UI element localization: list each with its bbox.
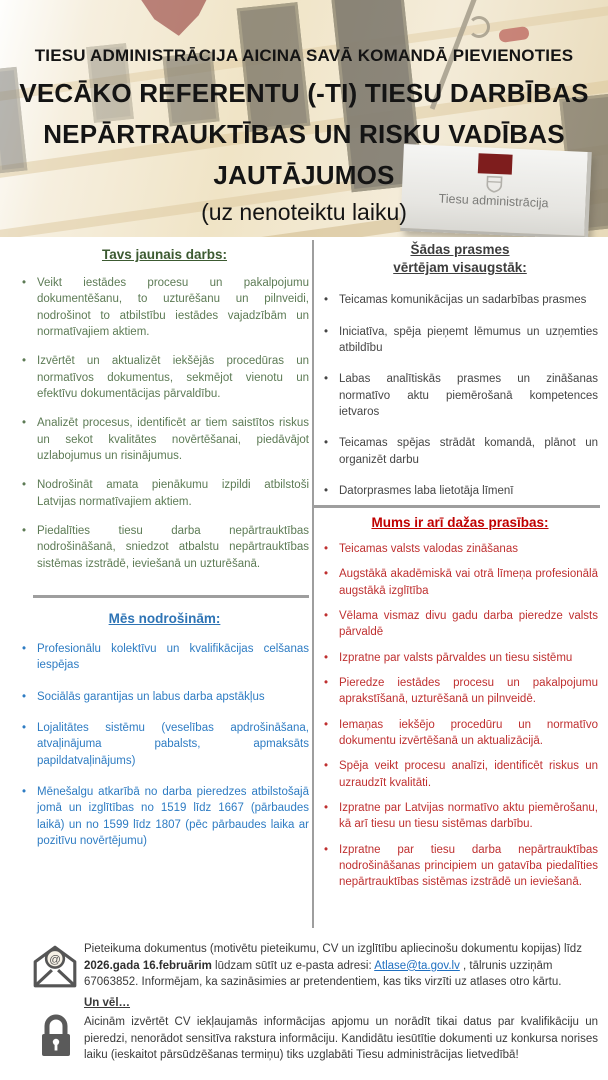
list-item-text: Teicamas valsts valodas zināšanas <box>339 543 518 555</box>
list-item-text: Labas analītiskās prasmes un zināšanas normatīvo aktu piemērošanā kompetences ietvaros <box>339 373 598 419</box>
section-heading: Mēs nodrošinām: <box>108 611 221 626</box>
bullet-icon: • <box>22 524 27 537</box>
padlock-icon <box>36 1012 76 1064</box>
bullet-list <box>20 641 309 849</box>
list-item-text: Datorprasmes laba lietotāja līmenī <box>339 485 514 498</box>
section-valued-skills <box>322 241 598 514</box>
list-item-text: Veikt iestādes procesu un pakalpojumu dokumentēšanu, to uzturēšanu un pilnveidi, nodrošinot to atbilstību iestādes vajadzībām un normatīvajiem aktiem. <box>37 277 309 338</box>
list-item-text: Teicamas komunikācijas un sadarbības prasmes <box>339 294 587 307</box>
red-flag <box>139 0 214 39</box>
bullet-icon: • <box>324 801 329 814</box>
list-item <box>20 353 309 402</box>
list-item-text: Iniciatīva, spēja pieņemt lēmumus un uzņemties atbildību <box>339 325 598 355</box>
list-item <box>322 675 598 708</box>
bullet-icon: • <box>22 785 27 798</box>
bullet-icon: • <box>22 277 27 289</box>
poster-title-line: VECĀKO REFERENTU (-TI) TIESU DARBĪBAS <box>19 78 589 108</box>
bracket-ornament <box>468 16 490 38</box>
list-item <box>20 689 309 705</box>
list-item <box>20 523 309 572</box>
section-heading-line: Šādas prasmes <box>410 242 510 257</box>
list-item-text: Iemaņas iekšējo procedūru un normatīvo dokumentu izvērtēšanā un aktualizācijā. <box>339 718 598 747</box>
bullet-icon: • <box>22 643 27 655</box>
bullet-icon: • <box>22 479 27 492</box>
left-section-divider <box>33 595 309 598</box>
list-item-text: Izpratne par valsts pārvaldes un tiesu sistēmu <box>339 651 573 664</box>
apply-text-pre: Pieteikuma dokumentus (motivētu pieteikumu, CV un izglītību apliecinošu dokumentu kopijas) līdz <box>84 943 582 955</box>
bullet-list <box>20 275 309 572</box>
apply-text-mid: lūdzam sūtīt uz e-pasta adresi: <box>211 959 375 972</box>
headline <box>0 46 608 226</box>
bullet-icon: • <box>324 676 329 689</box>
bullet-icon: • <box>324 568 329 581</box>
bullet-icon: • <box>324 718 329 731</box>
list-item <box>322 717 598 750</box>
bullet-list <box>322 292 598 499</box>
section-heading: Tavs jaunais darbs: <box>101 247 228 262</box>
list-item <box>20 720 309 769</box>
bullet-icon: • <box>324 373 329 386</box>
list-item-text: Nodrošināt amata pienākumu izpildi atbilstoši Latvijas normatīvajiem aktiem. <box>37 479 309 508</box>
bullet-icon: • <box>22 690 27 703</box>
list-item <box>322 566 598 599</box>
apply-text-post: , tālrunis uzziņām 67063852. Informējam, ka sazināsimies ar pretendentiem, kas tiks virzīti uz atlases otro kārtu. <box>84 959 562 989</box>
apply-deadline: 2026.gada 16.februārim <box>84 959 212 972</box>
list-item <box>322 800 598 833</box>
bullet-icon: • <box>324 543 329 555</box>
list-item-text: Izpratne par Latvijas normatīvo aktu piemērošanu, kā arī tiesu un tiesu sistēmas darbību. <box>339 801 598 831</box>
section-we-provide <box>20 611 309 864</box>
bullet-icon: • <box>324 651 329 664</box>
bullet-icon: • <box>324 843 329 856</box>
list-item <box>322 483 598 499</box>
bullet-icon: • <box>324 609 329 622</box>
list-item-text: Vēlama vismaz divu gadu darba pieredze valsts pārvaldē <box>339 609 598 639</box>
list-item <box>20 275 309 340</box>
sign-label: Tiesu administrācija <box>438 191 549 211</box>
list-item-text: Izpratne par tiesu darba nepārtrauktības nodrošināšanas principiem un gatavība piedalīties nepārtrauktības sistēmas izstrādē un ieviešanā. <box>339 843 598 889</box>
bullet-icon: • <box>324 760 329 773</box>
list-item-text: Mēnešalgu atkarībā no darba pieredzes atbilstošajā jomā un izglītības no 1519 līdz 1667 (pārbaudes laikā) un no 1599 līdz 1807 (pēc pārbaudes laika ar pozitīvu novērtējumu) <box>37 785 309 847</box>
red-flag-holder <box>498 26 530 43</box>
bullet-icon: • <box>324 437 329 450</box>
list-item <box>322 541 598 557</box>
list-item-text: Pieredze iestādes procesu un pakalpojumu aprakstīšanā, uzturēšanā un pilnveidē. <box>339 676 598 706</box>
and-more-label: Un vēl… <box>84 997 131 1009</box>
application-instructions <box>84 941 598 991</box>
bullet-icon: • <box>324 325 329 338</box>
column-divider <box>312 240 314 928</box>
list-item-text: Sociālās garantijas un labus darba apstākļus <box>37 690 265 703</box>
svg-text:@: @ <box>49 953 61 966</box>
list-item <box>322 371 598 420</box>
bullet-icon: • <box>324 294 329 307</box>
envelope-at-icon <box>30 942 80 992</box>
list-item <box>322 758 598 791</box>
bullet-icon: • <box>22 417 27 430</box>
poster-title-line: JAUTĀJUMOS <box>213 160 395 190</box>
poster-kicker: TIESU ADMINISTRĀCIJA AICINA SAVĀ KOMANDĀ PIEVIENOTIES <box>34 46 574 65</box>
list-item <box>20 415 309 464</box>
list-item-text: Piedalīties tiesu darba nepārtrauktības nodrošināšanā, sniedzot atbalstu nepārtrauktības sistēmas izstrādē, ieviešanā un uzturēšanā. <box>37 524 309 570</box>
list-item <box>322 435 598 468</box>
list-item <box>322 608 598 641</box>
bullet-icon: • <box>22 355 27 368</box>
section-heading <box>322 241 598 277</box>
list-item <box>322 650 598 666</box>
list-item-text: Lojalitātes sistēmu (veselības apdrošināšana, atvaļinājuma pabalsts, apmaksāts papildatvaļinājums) <box>37 721 309 767</box>
list-item-text: Analizēt procesus, identificēt ar tiem saistītos riskus un sekot kvalitātes novērtēšanai, piedāvājot uzlabojumus un risinājumus. <box>37 417 309 462</box>
list-item <box>20 641 309 674</box>
poster-subtitle: (uz nenoteiktu laiku) <box>201 199 407 225</box>
poster-title-line: NEPĀRTRAUKTĪBAS UN RISKU VADĪBAS <box>43 119 565 149</box>
section-your-new-job <box>20 247 309 585</box>
list-item-text: Augstākā akadēmiskā vai otrā līmeņa profesionālā augstākā izglītība <box>339 568 598 597</box>
bullet-icon: • <box>22 721 27 734</box>
section-heading: Mums ir arī dažas prasības: <box>371 515 549 530</box>
list-item-text: Spēja veikt procesu analīzi, identificēt riskus un uzraudzīt kvalitāti. <box>339 760 598 789</box>
bullet-icon: • <box>324 485 329 498</box>
list-item <box>20 784 309 849</box>
section-requirements <box>322 515 598 900</box>
section-heading-line: vērtējam visaugstāk: <box>393 260 527 276</box>
bullet-list <box>322 541 598 891</box>
list-item <box>322 292 598 308</box>
privacy-note: Aicinām izvērtēt CV iekļaujamās informācijas apjomu un norādīt tikai datus par kvalifikāciju un pieredzi, nenorādot sensitīva rakstura informāciju. Kandidātu iesūtītie dokumenti uz konkursa norises laiku (ieskaitot pārsūdzēšanas termiņu) tiks uzglabāti Tiesu administrācijas lietvedībā! <box>84 1016 598 1062</box>
list-item <box>322 324 598 357</box>
list-item-text: Izvērtēt un aktualizēt iekšējās procedūras un normatīvos dokumentus, sekmējot vienotu un efektīvu dokumentācijas pārvaldību. <box>37 355 309 400</box>
list-item <box>322 842 598 891</box>
list-item <box>20 477 309 510</box>
list-item-text: Profesionālu kolektīvu un kvalifikācijas celšanas iespējas <box>37 643 309 672</box>
email-link[interactable]: Atlase@ta.gov.lv <box>374 959 460 972</box>
list-item-text: Teicamas spējas strādāt komandā, plānot un organizēt darbu <box>339 437 598 466</box>
